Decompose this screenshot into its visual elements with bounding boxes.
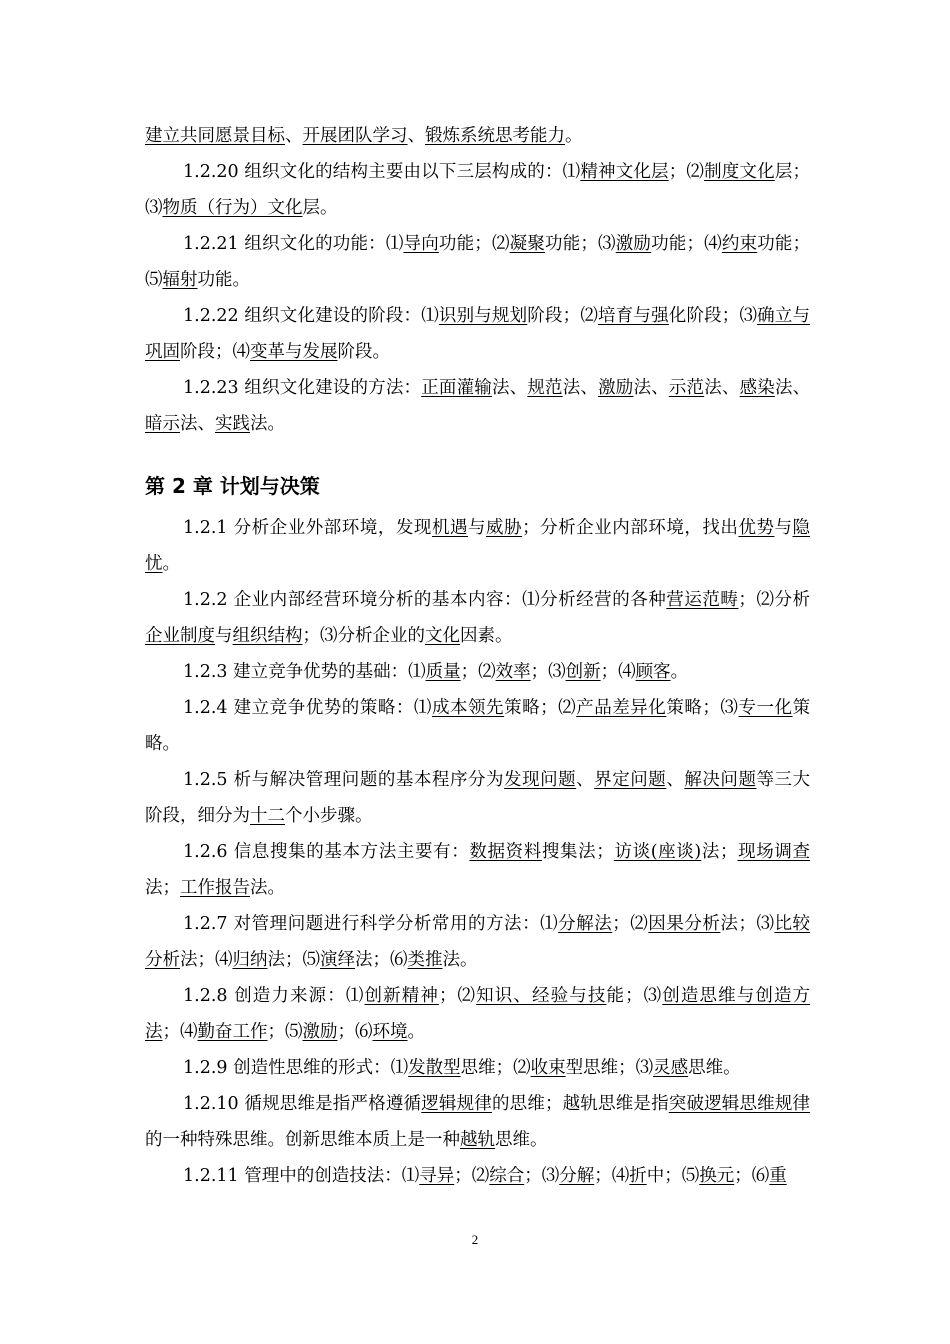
underlined-term: 顾客: [635, 662, 671, 682]
underlined-term: 凝聚: [509, 234, 546, 254]
text-run: ；分析企业内部环境，找出: [522, 518, 739, 538]
underlined-term: 勤奋工作: [197, 1022, 268, 1042]
underlined-term: 专一化: [738, 698, 793, 718]
underlined-term: 识别与规划: [438, 306, 528, 326]
text-run: 、: [285, 126, 303, 146]
text-run: 。: [407, 1022, 425, 1042]
underlined-term: 环境: [372, 1022, 408, 1042]
underlined-term: 界定问题: [594, 770, 667, 790]
underlined-term: 质量: [425, 662, 461, 682]
paragraph-q11: [145, 1158, 810, 1194]
underlined-term: 确立与巩固: [145, 306, 811, 362]
text-run: 、: [576, 770, 595, 790]
text-run: 策略；⑶: [666, 698, 739, 718]
text-run: 1.2.1 分析企业外部环境，发现: [183, 518, 432, 538]
underlined-term: 灵感: [653, 1058, 689, 1078]
text-run: 因素。: [460, 626, 513, 646]
text-run: 1.2.10 循规思维是指严格遵循: [183, 1094, 422, 1114]
text-run: 的一种特殊思维。创新思维本质上是一种: [145, 1130, 460, 1150]
underlined-term: 感染: [739, 378, 775, 398]
underlined-term: 辐射: [162, 270, 198, 290]
underlined-term: 文化: [425, 626, 460, 646]
paragraph-q6: [145, 834, 810, 906]
page-content: [145, 118, 810, 1194]
text-run: 法、: [774, 378, 811, 398]
text-run: ；⑷: [594, 1166, 630, 1186]
underlined-term: 因果分析: [648, 914, 721, 934]
text-run: ；⑷: [162, 1022, 198, 1042]
underlined-term: 激励: [615, 234, 652, 254]
text-run: ；⑸: [267, 1022, 303, 1042]
underlined-term: 演绎: [320, 950, 355, 970]
underlined-term: 比较分析: [145, 914, 811, 970]
paragraph-q7: [145, 906, 810, 978]
text-run: 1.2.6 信息搜集的基本方法主要有：: [183, 842, 470, 862]
underlined-term: 实践: [215, 414, 250, 434]
text-run: 。: [670, 662, 689, 682]
text-run: 1.2.22 组织文化建设的阶段：⑴: [183, 306, 439, 326]
paragraph-q10: [145, 1086, 810, 1158]
underlined-term: 解决问题: [684, 770, 757, 790]
paragraph-p1223: [145, 370, 810, 442]
text-run: 功能；⑸: [145, 234, 811, 290]
text-run: 能；⑶: [606, 986, 663, 1006]
text-run: 1.2.20 组织文化的结构主要由以下三层构成的：⑴: [183, 162, 581, 182]
underlined-term: 锻炼系统思考能力: [425, 126, 565, 146]
text-run: 1.2.7 对管理问题进行科学分析常用的方法：⑴: [183, 914, 559, 934]
text-run: 法、: [633, 378, 669, 398]
text-run: 思维。: [495, 1130, 548, 1150]
text-run: 策略。: [145, 698, 811, 754]
text-run: 思维；⑵: [460, 1058, 531, 1078]
text-run: ；⑷: [600, 662, 636, 682]
text-run: 、: [407, 126, 425, 146]
text-run: ；⑹: [734, 1166, 770, 1186]
text-run: ；⑵: [454, 1166, 490, 1186]
paragraph-q2: [145, 582, 810, 654]
text-run: 层；⑶: [145, 162, 811, 218]
text-run: 、: [666, 770, 685, 790]
text-run: 等三大阶段，细分为: [145, 770, 811, 826]
underlined-term: 约束: [721, 234, 758, 254]
underlined-term: 发散型: [408, 1058, 461, 1078]
underlined-term: 组织结构: [232, 626, 303, 646]
text-run: 。: [565, 126, 583, 146]
text-run: ；⑶: [524, 1166, 560, 1186]
paragraph-p0: [145, 118, 810, 154]
text-run: 法；⑹: [355, 950, 408, 970]
underlined-term: 创新: [565, 662, 601, 682]
underlined-term: 换元: [699, 1166, 735, 1186]
underlined-term: 正面灌输: [421, 378, 492, 398]
text-run: 法；⑸: [267, 950, 320, 970]
underlined-term: 数据资料: [469, 842, 542, 862]
paragraph-q1: [145, 510, 810, 582]
underlined-term: 突破逻辑思维规律: [668, 1094, 811, 1114]
underlined-term: 培育与强: [598, 306, 669, 326]
text-run: 法；: [701, 842, 738, 862]
text-run: ；⑶: [530, 662, 566, 682]
text-run: 功能；⑶: [545, 234, 616, 254]
text-run: 1.2.23 组织文化建设的方法：: [183, 378, 422, 398]
underlined-term: 激励: [598, 378, 634, 398]
underlined-term: 归纳: [232, 950, 268, 970]
text-run: 法、: [180, 414, 215, 434]
underlined-term: 精神文化层: [580, 162, 669, 182]
underlined-term: 企业制度: [145, 626, 215, 646]
text-run: 1.2.9 创造性思维的形式：⑴: [183, 1058, 409, 1078]
text-run: 法；⑶: [720, 914, 775, 934]
underlined-term: 机遇: [431, 518, 468, 538]
text-run: 搜集法；: [541, 842, 614, 862]
text-run: ；⑵分析: [738, 590, 811, 610]
text-run: 功能；⑵: [438, 234, 510, 254]
underlined-term: 成本领先: [431, 698, 505, 718]
underlined-term: 分解法: [558, 914, 613, 934]
paragraph-q9: [145, 1050, 810, 1086]
paragraph-p1221: [145, 226, 810, 298]
underlined-term: 逻辑规律: [421, 1094, 492, 1114]
text-run: 与: [468, 518, 487, 538]
section-planning-decision: [145, 510, 810, 1194]
underlined-term: 导向: [403, 234, 439, 254]
text-run: 阶段。: [337, 342, 390, 362]
underlined-term: 物质（行为）文化: [162, 198, 303, 218]
text-run: ；⑶分析企业的: [302, 626, 425, 646]
text-run: 功能；⑷: [651, 234, 722, 254]
underlined-term: 变革与发展: [250, 342, 338, 362]
text-run: 1.2.11 管理中的创造技法：⑴: [183, 1166, 420, 1186]
underlined-term: 优势: [738, 518, 775, 538]
text-run: 1.2.5 析与解决管理问题的基本程序分为: [183, 770, 505, 790]
underlined-term: 制度文化: [704, 162, 775, 182]
text-run: ；⑵: [668, 162, 705, 182]
underlined-term: 暗示: [145, 414, 180, 434]
text-run: 法。: [250, 878, 285, 898]
text-run: ；⑹: [337, 1022, 373, 1042]
text-run: 1.2.4 建立竞争优势的策略：⑴: [183, 698, 432, 718]
text-run: 与: [774, 518, 793, 538]
text-run: 法；⑷: [180, 950, 233, 970]
chapter-heading: 第 2 章 计划与决策: [145, 474, 320, 498]
paragraph-p1220: [145, 154, 810, 226]
text-run: ；⑵: [438, 986, 477, 1006]
underlined-term: 工作报告: [180, 878, 250, 898]
text-run: 思维。: [688, 1058, 741, 1078]
text-run: 法；: [145, 878, 180, 898]
text-run: 层。: [302, 198, 338, 218]
text-run: ；⑵: [460, 662, 496, 682]
text-run: 功能。: [197, 270, 250, 290]
underlined-term: 产品差异化: [576, 698, 667, 718]
underlined-term: 分解: [559, 1166, 595, 1186]
text-run: 型思维；⑶: [565, 1058, 654, 1078]
text-run: 1.2.8 创造力来源：⑴: [183, 986, 365, 1006]
text-run: 与: [215, 626, 233, 646]
section-organization-culture: [145, 118, 810, 442]
text-run: 法、: [562, 378, 599, 398]
underlined-term: 重: [769, 1166, 787, 1186]
page-number: 2: [471, 1232, 479, 1247]
text-run: 化阶段；⑶: [668, 306, 758, 326]
paragraph-q8: [145, 978, 810, 1050]
text-run: 1.2.21 组织文化的功能：⑴: [183, 234, 404, 254]
underlined-term: 知识、经验与技: [476, 986, 607, 1006]
underlined-term: 发现问题: [504, 770, 577, 790]
underlined-term: 十二: [250, 806, 285, 826]
paragraph-q3: [145, 654, 810, 690]
text-run: 法、: [491, 378, 528, 398]
underlined-term: 隐忧: [145, 518, 811, 574]
underlined-term: 效率: [495, 662, 531, 682]
underlined-term: 收束: [530, 1058, 566, 1078]
underlined-term: 创造思维与创造方法: [145, 986, 811, 1042]
underlined-term: 寻异: [419, 1166, 455, 1186]
text-run: 法、: [704, 378, 740, 398]
text-run: 策略；⑵: [504, 698, 577, 718]
text-run: 阶段；⑷: [180, 342, 250, 362]
underlined-term: 激励: [302, 1022, 338, 1042]
text-run: 中；⑸: [646, 1166, 700, 1186]
underlined-term: 规范: [527, 378, 563, 398]
text-run: 法。: [442, 950, 478, 970]
text-run: 。: [162, 554, 180, 574]
underlined-term: 折: [629, 1166, 647, 1186]
underlined-term: 类推: [407, 950, 443, 970]
paragraph-q5: [145, 762, 810, 834]
text-run: 法。: [250, 414, 285, 434]
underlined-term: 现场调查: [737, 842, 811, 862]
text-run: 1.2.2 企业内部经营环境分析的基本内容：⑴分析经营的各种: [183, 590, 667, 610]
text-run: 个小步骤。: [285, 806, 373, 826]
text-run: 1.2.3 建立竞争优势的基础：⑴: [183, 662, 426, 682]
text-run: 的思维；越轨思维是指: [491, 1094, 669, 1114]
text-run: 阶段；⑵: [527, 306, 599, 326]
underlined-term: 综合: [489, 1166, 525, 1186]
underlined-term: 示范: [668, 378, 705, 398]
paragraph-q4: [145, 690, 810, 762]
underlined-term: 访谈(座谈): [613, 842, 702, 862]
underlined-term: 建立共同愿景目标: [145, 126, 285, 146]
underlined-term: 创新精神: [364, 986, 439, 1006]
underlined-term: 越轨: [460, 1130, 495, 1150]
underlined-term: 威胁: [486, 518, 523, 538]
underlined-term: 开展团队学习: [302, 126, 408, 146]
underlined-term: 营运范畴: [666, 590, 739, 610]
paragraph-p1222: [145, 298, 810, 370]
text-run: ；⑵: [612, 914, 649, 934]
